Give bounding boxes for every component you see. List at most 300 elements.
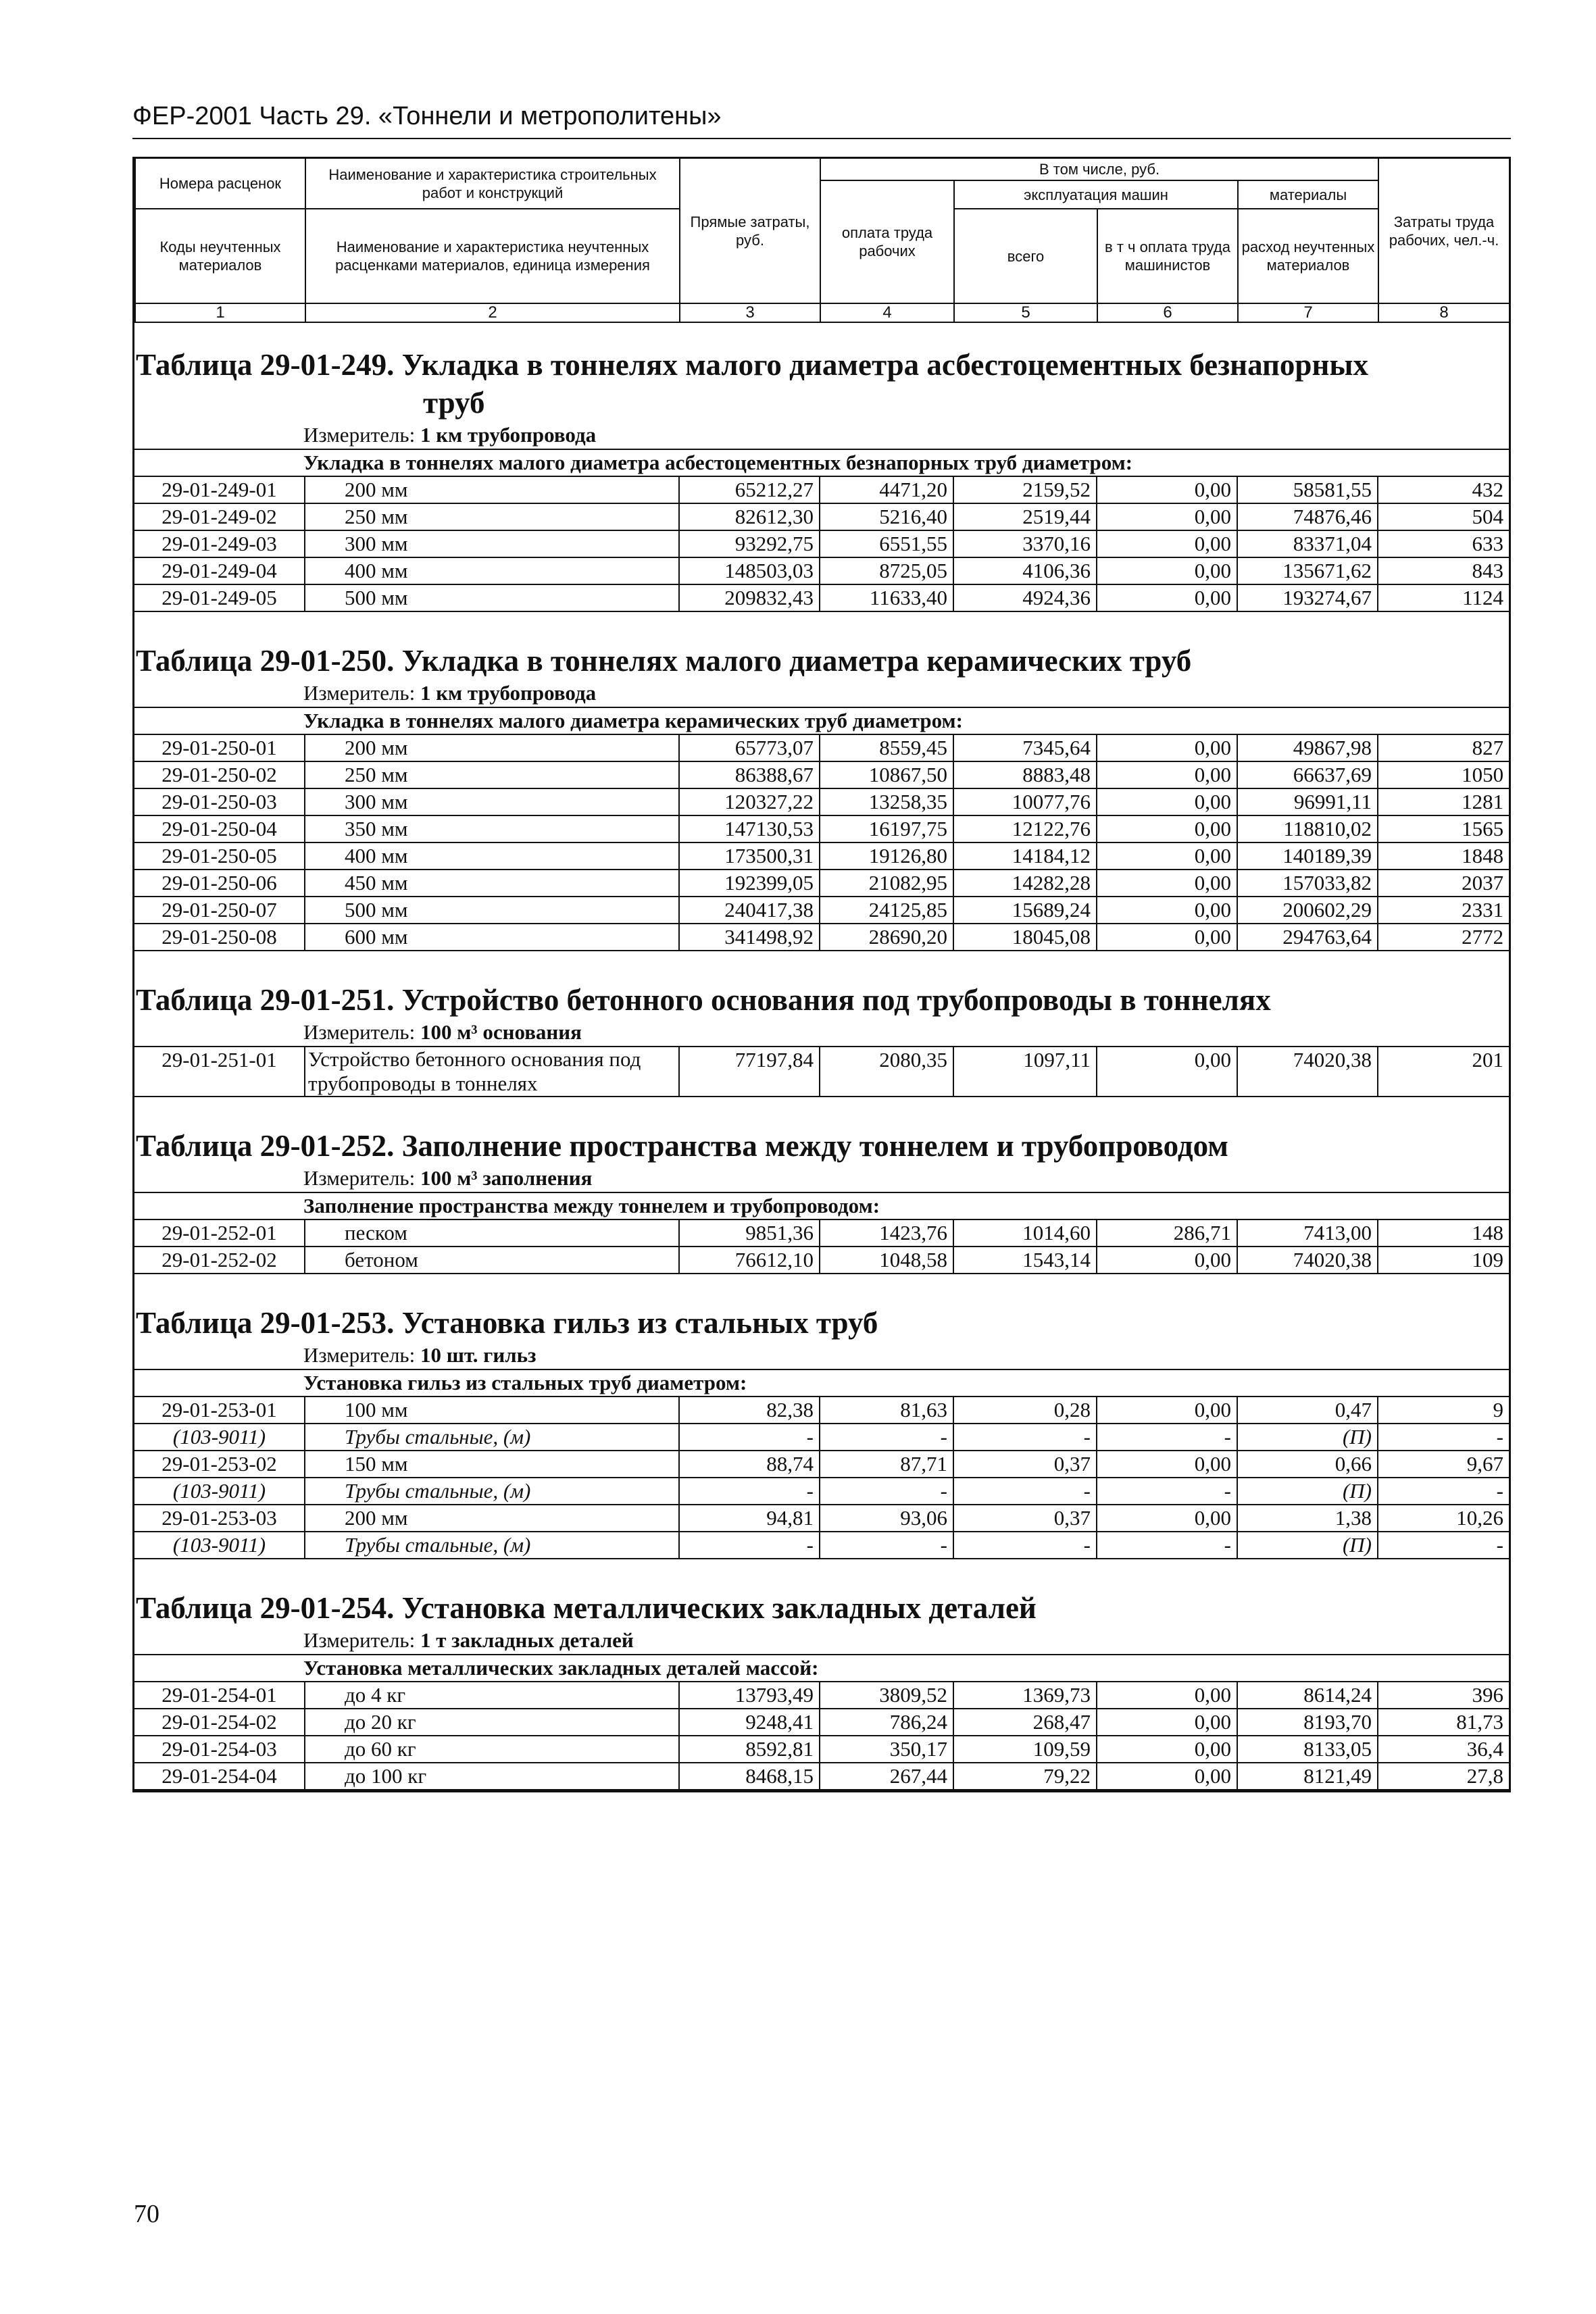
- cell-col-6: 0,00: [1097, 476, 1237, 503]
- rates-table: [134, 1192, 1509, 1274]
- header-v-tom: В том числе, руб.: [820, 158, 1378, 181]
- table-title-line: Таблица 29-01-250. Укладка в тоннелях малого диаметра керамических труб: [136, 644, 1192, 678]
- header-num-3: 3: [680, 303, 820, 322]
- table-row: [134, 788, 1509, 815]
- cell-col-5: 14184,12: [953, 842, 1097, 870]
- cell-col-4: 267,44: [820, 1763, 953, 1790]
- table-subtitle: Заполнение пространства между тоннелем и трубопроводом:: [134, 1192, 1509, 1219]
- table-row: [134, 1505, 1509, 1532]
- section-gap: [134, 612, 1509, 642]
- subtitle-row: [134, 1655, 1509, 1682]
- table-section: [134, 323, 1509, 612]
- rate-name: до 20 кг: [305, 1709, 679, 1736]
- cell-col-5: 0,37: [953, 1451, 1097, 1478]
- cell-col-7: 294763,64: [1237, 924, 1378, 951]
- cell-col-6: 0,00: [1097, 1247, 1237, 1274]
- rate-code: 29-01-254-03: [134, 1736, 305, 1763]
- rate-code: 29-01-252-02: [134, 1247, 305, 1274]
- cell-col-5: -: [953, 1478, 1097, 1505]
- cell-col-8: 9: [1378, 1397, 1509, 1424]
- column-header-table: [134, 157, 1510, 323]
- cell-col-8: 36,4: [1378, 1736, 1509, 1763]
- cell-col-4: 28690,20: [820, 924, 953, 951]
- rate-code: 29-01-254-01: [134, 1682, 305, 1709]
- table-row: [134, 503, 1509, 530]
- cell-col-8: 432: [1378, 476, 1509, 503]
- table-row: [134, 815, 1509, 842]
- rate-name: 250 мм: [305, 503, 679, 530]
- cell-col-3: 9248,41: [679, 1709, 820, 1736]
- table-row: [134, 1709, 1509, 1736]
- meter-spacer: [415, 1343, 420, 1367]
- cell-col-8: 827: [1378, 734, 1509, 761]
- cell-col-5: 0,28: [953, 1397, 1097, 1424]
- rate-name: до 60 кг: [305, 1736, 679, 1763]
- table-row: [134, 897, 1509, 924]
- header-kody: Коды неучтенных материалов: [135, 209, 305, 303]
- cell-col-5: 15689,24: [953, 897, 1097, 924]
- rate-code: (103-9011): [134, 1424, 305, 1451]
- table-row: [134, 842, 1509, 870]
- cell-col-7: 0,47: [1237, 1397, 1378, 1424]
- rate-code: 29-01-253-03: [134, 1505, 305, 1532]
- cell-col-6: 0,00: [1097, 734, 1237, 761]
- cell-col-4: 8725,05: [820, 557, 953, 584]
- cell-col-4: 350,17: [820, 1736, 953, 1763]
- meter-line: [134, 1627, 1509, 1654]
- rate-name: 400 мм: [305, 842, 679, 870]
- cell-col-6: 0,00: [1097, 1397, 1237, 1424]
- cell-col-3: 77197,84: [679, 1047, 820, 1097]
- cell-col-6: 0,00: [1097, 1505, 1237, 1532]
- meter-value: 10 шт. гильз: [420, 1343, 537, 1367]
- table-title-line: Таблица 29-01-252. Заполнение пространства между тоннелем и трубопроводом: [136, 1129, 1228, 1163]
- cell-col-5: 14282,28: [953, 870, 1097, 897]
- rate-code: 29-01-249-05: [134, 584, 305, 611]
- material-row: [134, 1478, 1509, 1505]
- cell-col-3: 120327,22: [679, 788, 820, 815]
- cell-col-6: 0,00: [1097, 870, 1237, 897]
- cell-col-8: 109: [1378, 1247, 1509, 1274]
- cell-col-5: 79,22: [953, 1763, 1097, 1790]
- cell-col-8: 2772: [1378, 924, 1509, 951]
- rate-code: 29-01-250-04: [134, 815, 305, 842]
- rate-name: Трубы стальные, (м): [305, 1532, 679, 1559]
- rate-name: Устройство бетонного основания под трубопроводы в тоннелях: [305, 1047, 679, 1097]
- table-title-line: Таблица 29-01-254. Установка металлических закладных деталей: [136, 1591, 1037, 1625]
- cell-col-3: -: [679, 1478, 820, 1505]
- subtitle-row: [134, 1369, 1509, 1397]
- table-row: [134, 734, 1509, 761]
- table-subtitle: Укладка в тоннелях малого диаметра керамических труб диаметром:: [134, 707, 1509, 734]
- cell-col-4: 19126,80: [820, 842, 953, 870]
- cell-col-6: 0,00: [1097, 557, 1237, 584]
- meter-value: 1 км трубопровода: [420, 423, 597, 447]
- meter-line: [134, 422, 1509, 449]
- cell-col-8: 1565: [1378, 815, 1509, 842]
- cell-col-4: 6551,55: [820, 530, 953, 557]
- cell-col-4: 10867,50: [820, 761, 953, 788]
- cell-col-8: -: [1378, 1532, 1509, 1559]
- material-row: [134, 1532, 1509, 1559]
- cell-col-7: 157033,82: [1237, 870, 1378, 897]
- header-vsego: всего: [954, 209, 1097, 303]
- cell-col-5: 7345,64: [953, 734, 1097, 761]
- cell-col-7: 0,66: [1237, 1451, 1378, 1478]
- meter-label: Измеритель:: [303, 1343, 416, 1367]
- rate-name: 500 мм: [305, 897, 679, 924]
- table-row: [134, 1736, 1509, 1763]
- rate-name: до 4 кг: [305, 1682, 679, 1709]
- section-gap: [134, 323, 1509, 346]
- table-title: [134, 642, 1509, 680]
- cell-col-5: 1543,14: [953, 1247, 1097, 1274]
- cell-col-8: 1124: [1378, 584, 1509, 611]
- cell-col-3: 82,38: [679, 1397, 820, 1424]
- rate-code: 29-01-249-01: [134, 476, 305, 503]
- table-subtitle: Установка гильз из стальных труб диаметром:: [134, 1369, 1509, 1397]
- rate-name: 300 мм: [305, 788, 679, 815]
- rate-name: 250 мм: [305, 761, 679, 788]
- cell-col-7: 74020,38: [1237, 1247, 1378, 1274]
- cell-col-6: 0,00: [1097, 1682, 1237, 1709]
- cell-col-3: 65773,07: [679, 734, 820, 761]
- cell-col-6: -: [1097, 1532, 1237, 1559]
- rate-code: 29-01-250-02: [134, 761, 305, 788]
- cell-col-5: 3370,16: [953, 530, 1097, 557]
- rate-name: Трубы стальные, (м): [305, 1478, 679, 1505]
- table-section: [134, 951, 1509, 1097]
- cell-col-5: 4924,36: [953, 584, 1097, 611]
- cell-col-6: 0,00: [1097, 761, 1237, 788]
- cell-col-6: 0,00: [1097, 897, 1237, 924]
- cell-col-3: -: [679, 1532, 820, 1559]
- rate-code: 29-01-254-04: [134, 1763, 305, 1790]
- rate-code: 29-01-249-03: [134, 530, 305, 557]
- cell-col-3: -: [679, 1424, 820, 1451]
- table-title-line: Таблица 29-01-251. Устройство бетонного основания под трубопроводы в тоннелях: [136, 983, 1271, 1017]
- table-row: [134, 1763, 1509, 1790]
- cell-col-4: 1048,58: [820, 1247, 953, 1274]
- rate-code: 29-01-250-08: [134, 924, 305, 951]
- rate-name: 150 мм: [305, 1451, 679, 1478]
- table-subtitle: Укладка в тоннелях малого диаметра асбестоцементных безнапорных труб диаметром:: [134, 449, 1509, 476]
- header-naim2: Наименование и характеристика неучтенных расценками материалов, единица измерения: [305, 209, 680, 303]
- cell-col-7: 74020,38: [1237, 1047, 1378, 1097]
- cell-col-7: (П): [1237, 1478, 1378, 1505]
- table-row: [134, 761, 1509, 788]
- cell-col-6: 0,00: [1097, 1709, 1237, 1736]
- section-gap: [134, 1274, 1509, 1304]
- cell-col-5: 10077,76: [953, 788, 1097, 815]
- table-title: [134, 1304, 1509, 1342]
- cell-col-4: 2080,35: [820, 1047, 953, 1097]
- cell-col-3: 173500,31: [679, 842, 820, 870]
- page-header: ФЕР-2001 Часть 29. «Тоннели и метрополитены»: [132, 101, 1511, 139]
- rate-name: 200 мм: [305, 476, 679, 503]
- cell-col-7: (П): [1237, 1532, 1378, 1559]
- cell-col-5: 2159,52: [953, 476, 1097, 503]
- cell-col-3: 240417,38: [679, 897, 820, 924]
- meter-line: [134, 1019, 1509, 1046]
- rates-table: [134, 449, 1509, 612]
- cell-col-4: 16197,75: [820, 815, 953, 842]
- cell-col-8: -: [1378, 1478, 1509, 1505]
- cell-col-4: 87,71: [820, 1451, 953, 1478]
- cell-col-7: 58581,55: [1237, 476, 1378, 503]
- table-row: [134, 530, 1509, 557]
- table-section: [134, 1559, 1509, 1790]
- header-materialy: материалы: [1238, 180, 1378, 209]
- meter-label: Измеритель:: [303, 681, 416, 705]
- cell-col-5: 4106,36: [953, 557, 1097, 584]
- table-section: [134, 612, 1509, 951]
- rate-code: 29-01-249-02: [134, 503, 305, 530]
- rate-code: 29-01-250-03: [134, 788, 305, 815]
- cell-col-3: 94,81: [679, 1505, 820, 1532]
- meter-label: Измеритель:: [303, 1628, 416, 1652]
- cell-col-7: 135671,62: [1237, 557, 1378, 584]
- header-oplata: оплата труда рабочих: [820, 180, 954, 303]
- meter-line: [134, 1342, 1509, 1369]
- rate-name: 100 мм: [305, 1397, 679, 1424]
- table-title: [134, 1127, 1509, 1165]
- cell-col-6: 0,00: [1097, 584, 1237, 611]
- cell-col-5: 12122,76: [953, 815, 1097, 842]
- table-row: [134, 1682, 1509, 1709]
- header-vtch: в т ч оплата труда машинистов: [1097, 209, 1238, 303]
- sections: [134, 323, 1509, 1790]
- cell-col-3: 8468,15: [679, 1763, 820, 1790]
- table-row: [134, 1219, 1509, 1247]
- cell-col-3: 209832,43: [679, 584, 820, 611]
- cell-col-3: 88,74: [679, 1451, 820, 1478]
- rate-code: 29-01-253-01: [134, 1397, 305, 1424]
- header-naim: Наименование и характеристика строительных работ и конструкций: [305, 158, 680, 209]
- cell-col-7: 8614,24: [1237, 1682, 1378, 1709]
- cell-col-7: 66637,69: [1237, 761, 1378, 788]
- cell-col-5: -: [953, 1532, 1097, 1559]
- meter-spacer: [415, 423, 420, 447]
- rate-name: 350 мм: [305, 815, 679, 842]
- cell-col-5: 18045,08: [953, 924, 1097, 951]
- rate-name: 200 мм: [305, 1505, 679, 1532]
- cell-col-4: 1423,76: [820, 1219, 953, 1247]
- cell-col-8: 148: [1378, 1219, 1509, 1247]
- table-row: [134, 924, 1509, 951]
- cell-col-6: 0,00: [1097, 815, 1237, 842]
- table-row: [134, 1451, 1509, 1478]
- cell-col-4: 3809,52: [820, 1682, 953, 1709]
- rates-table: [134, 1654, 1509, 1790]
- rate-name: бетоном: [305, 1247, 679, 1274]
- material-row: [134, 1424, 1509, 1451]
- cell-col-5: 1014,60: [953, 1219, 1097, 1247]
- cell-col-3: 147130,53: [679, 815, 820, 842]
- cell-col-6: 0,00: [1097, 842, 1237, 870]
- cell-col-7: 8133,05: [1237, 1736, 1378, 1763]
- rate-name: 450 мм: [305, 870, 679, 897]
- cell-col-4: 13258,35: [820, 788, 953, 815]
- cell-col-6: 0,00: [1097, 530, 1237, 557]
- meter-spacer: [415, 1166, 420, 1190]
- table-row: [134, 476, 1509, 503]
- cell-col-3: 341498,92: [679, 924, 820, 951]
- cell-col-4: 5216,40: [820, 503, 953, 530]
- meter-line: [134, 680, 1509, 707]
- section-gap: [134, 1097, 1509, 1127]
- rate-code: 29-01-250-06: [134, 870, 305, 897]
- cell-col-4: 4471,20: [820, 476, 953, 503]
- cell-col-7: 49867,98: [1237, 734, 1378, 761]
- table-row: [134, 1397, 1509, 1424]
- cell-col-3: 192399,05: [679, 870, 820, 897]
- cell-col-4: 11633,40: [820, 584, 953, 611]
- header-nomera: Номера расценок: [135, 158, 305, 209]
- section-gap: [134, 951, 1509, 981]
- cell-col-4: -: [820, 1478, 953, 1505]
- header-num-6: 6: [1097, 303, 1238, 322]
- cell-col-8: 1281: [1378, 788, 1509, 815]
- meter-spacer: [415, 681, 420, 705]
- cell-col-5: 2519,44: [953, 503, 1097, 530]
- header-num-7: 7: [1238, 303, 1378, 322]
- cell-col-5: 8883,48: [953, 761, 1097, 788]
- table-title-line: Таблица 29-01-249. Укладка в тоннелях малого диаметра асбестоцементных безнапорных: [136, 348, 1369, 382]
- cell-col-4: 8559,45: [820, 734, 953, 761]
- cell-col-7: (П): [1237, 1424, 1378, 1451]
- table-row: [134, 557, 1509, 584]
- cell-col-4: 81,63: [820, 1397, 953, 1424]
- rate-name: песком: [305, 1219, 679, 1247]
- cell-col-8: 396: [1378, 1682, 1509, 1709]
- rate-code: 29-01-249-04: [134, 557, 305, 584]
- subtitle-row: [134, 707, 1509, 734]
- cell-col-8: 633: [1378, 530, 1509, 557]
- cell-col-7: 83371,04: [1237, 530, 1378, 557]
- cell-col-7: 74876,46: [1237, 503, 1378, 530]
- header-num-2: 2: [305, 303, 680, 322]
- cell-col-3: 148503,03: [679, 557, 820, 584]
- cell-col-4: -: [820, 1532, 953, 1559]
- cell-col-8: 504: [1378, 503, 1509, 530]
- cell-col-7: 8121,49: [1237, 1763, 1378, 1790]
- subtitle-row: [134, 1192, 1509, 1219]
- table-title: [134, 981, 1509, 1019]
- cell-col-4: 24125,85: [820, 897, 953, 924]
- header-pryamye: Прямые затраты, руб.: [680, 158, 820, 304]
- rate-code: 29-01-252-01: [134, 1219, 305, 1247]
- subtitle-row: [134, 449, 1509, 476]
- rate-code: 29-01-250-07: [134, 897, 305, 924]
- meter-value: 1 т закладных деталей: [420, 1628, 634, 1652]
- header-num-8: 8: [1378, 303, 1510, 322]
- cell-col-8: 9,67: [1378, 1451, 1509, 1478]
- table-row: [134, 584, 1509, 611]
- cell-col-4: 93,06: [820, 1505, 953, 1532]
- cell-col-6: 0,00: [1097, 1047, 1237, 1097]
- header-zatraty: Затраты труда рабочих, чел.-ч.: [1378, 158, 1510, 304]
- rate-code: 29-01-251-01: [134, 1047, 305, 1097]
- cell-col-8: 27,8: [1378, 1763, 1509, 1790]
- meter-line: [134, 1165, 1509, 1192]
- rate-code: 29-01-253-02: [134, 1451, 305, 1478]
- cell-col-7: 118810,02: [1237, 815, 1378, 842]
- meter-label: Измеритель:: [303, 423, 416, 447]
- cell-col-3: 93292,75: [679, 530, 820, 557]
- cell-col-6: 0,00: [1097, 503, 1237, 530]
- cell-col-5: 0,37: [953, 1505, 1097, 1532]
- cell-col-5: -: [953, 1424, 1097, 1451]
- rate-name: 600 мм: [305, 924, 679, 951]
- cell-col-7: 96991,11: [1237, 788, 1378, 815]
- rate-code: 29-01-250-01: [134, 734, 305, 761]
- table-title: [134, 346, 1509, 422]
- cell-col-6: -: [1097, 1424, 1237, 1451]
- cell-col-8: 843: [1378, 557, 1509, 584]
- table-title-line: труб: [423, 386, 485, 420]
- rate-name: 200 мм: [305, 734, 679, 761]
- cell-col-8: 201: [1378, 1047, 1509, 1097]
- rates-table: [134, 1046, 1509, 1097]
- rate-name: 300 мм: [305, 530, 679, 557]
- cell-col-5: 1097,11: [953, 1047, 1097, 1097]
- cell-col-8: 10,26: [1378, 1505, 1509, 1532]
- cell-col-3: 76612,10: [679, 1247, 820, 1274]
- header-rashod: расход неучтенных материалов: [1238, 209, 1378, 303]
- cell-col-3: 82612,30: [679, 503, 820, 530]
- cell-col-6: 286,71: [1097, 1219, 1237, 1247]
- cell-col-3: 9851,36: [679, 1219, 820, 1247]
- table-section: [134, 1274, 1509, 1559]
- cell-col-4: -: [820, 1424, 953, 1451]
- table-title: [134, 1589, 1509, 1627]
- table-section: [134, 1097, 1509, 1274]
- cell-col-7: 7413,00: [1237, 1219, 1378, 1247]
- rate-code: (103-9011): [134, 1532, 305, 1559]
- rate-code: (103-9011): [134, 1478, 305, 1505]
- cell-col-8: -: [1378, 1424, 1509, 1451]
- cell-col-4: 786,24: [820, 1709, 953, 1736]
- table-title-line: Таблица 29-01-253. Установка гильз из стальных труб: [136, 1306, 878, 1340]
- cell-col-6: 0,00: [1097, 924, 1237, 951]
- page-number: 70: [134, 2200, 159, 2228]
- cell-col-8: 1848: [1378, 842, 1509, 870]
- meter-spacer: [415, 1628, 420, 1652]
- cell-col-6: 0,00: [1097, 1736, 1237, 1763]
- cell-col-3: 86388,67: [679, 761, 820, 788]
- rates-table: [134, 707, 1509, 951]
- table-row: [134, 1047, 1509, 1097]
- cell-col-3: 8592,81: [679, 1736, 820, 1763]
- rate-name: 400 мм: [305, 557, 679, 584]
- header-ekspl: эксплуатация машин: [954, 180, 1238, 209]
- table-row: [134, 870, 1509, 897]
- cell-col-4: 21082,95: [820, 870, 953, 897]
- rate-name: до 100 кг: [305, 1763, 679, 1790]
- cell-col-7: 1,38: [1237, 1505, 1378, 1532]
- cell-col-8: 81,73: [1378, 1709, 1509, 1736]
- meter-spacer: [415, 1020, 420, 1044]
- rate-name: 500 мм: [305, 584, 679, 611]
- rate-code: 29-01-250-05: [134, 842, 305, 870]
- cell-col-3: 13793,49: [679, 1682, 820, 1709]
- cell-col-3: 65212,27: [679, 476, 820, 503]
- cell-col-7: 140189,39: [1237, 842, 1378, 870]
- cell-col-6: 0,00: [1097, 788, 1237, 815]
- cell-col-6: 0,00: [1097, 1451, 1237, 1478]
- cell-col-5: 268,47: [953, 1709, 1097, 1736]
